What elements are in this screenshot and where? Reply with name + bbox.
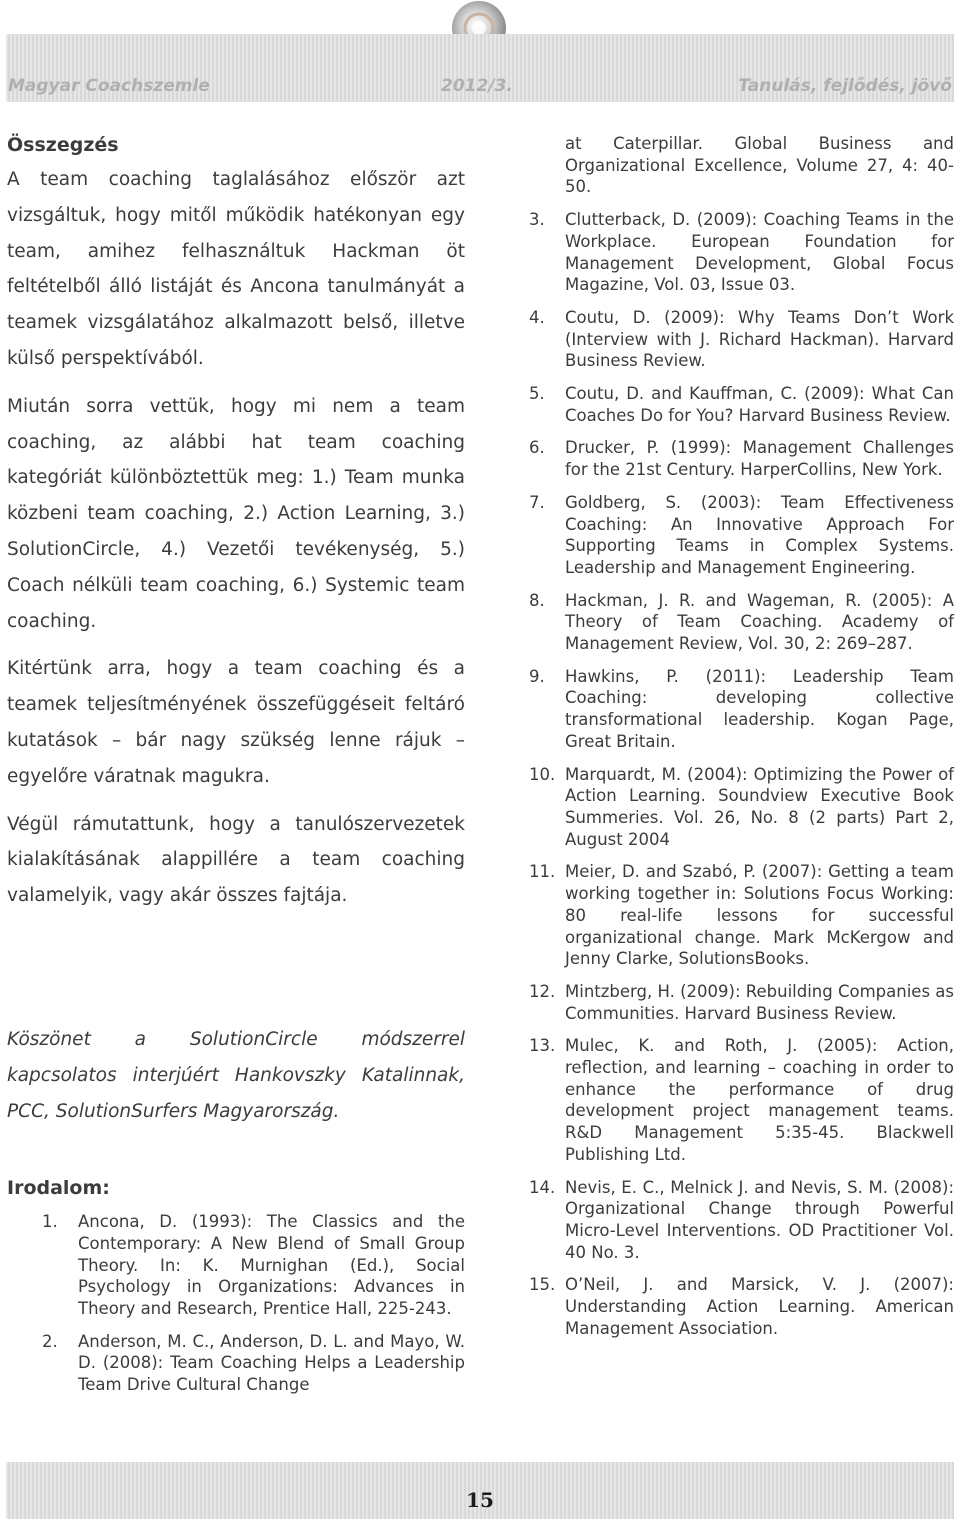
reference-number: 11. [529, 862, 556, 882]
summary-paragraph: Kitértünk arra, hogy a team coaching és a teamek teljesítményének összefüggéseit feltáró kutatások – bár nagy szükség lenne rájuk – egyelőre váratnak magukra. [7, 658, 465, 787]
reference-number: 2. [42, 1331, 58, 1351]
reference-number: 7. [529, 492, 545, 512]
reference-continuation: at Caterpillar. Global Business and Organizational Excellence, Volume 27, 4: 40-50. [565, 134, 954, 197]
reference-text: O’Neil, J. and Marsick, V. J. (2007): Understanding Action Learning. American Management Association. [565, 1275, 954, 1338]
reference-item [529, 1274, 954, 1339]
summary-paragraph: Végül rámutattunk, hogy a tanulószervezetek kialakításának alappillére a team coaching valamelyik, vagy akár összes fajtája. [7, 813, 465, 907]
reference-item [529, 981, 954, 1024]
reference-item [529, 590, 954, 655]
reference-text: Drucker, P. (1999): Management Challenges for the 21st Century. HarperCollins, New York. [565, 438, 954, 480]
reference-number: 3. [529, 210, 545, 230]
reference-number: 13. [529, 1036, 556, 1056]
reference-text: Nevis, E. C., Melnick J. and Nevis, S. M. (2008): Organizational Change through Powerful Micro-Level Interventions. OD Practitioner Vol. 40 No. 3. [565, 1177, 954, 1262]
reference-number: 6. [529, 438, 545, 458]
references-title: Irodalom: [7, 1177, 110, 1200]
reference-item [529, 492, 954, 579]
reference-item [529, 666, 954, 753]
reference-text: Anderson, M. C., Anderson, D. L. and Mayo, W. D. (2008): Team Coaching Helps a Leadership Team Drive Cultural Change [78, 1331, 465, 1395]
journal-name: Magyar Coachszemle [8, 76, 210, 96]
reference-number: 10. [529, 764, 556, 784]
reference-item [529, 209, 954, 296]
references-list-left [7, 1211, 465, 1396]
acknowledgement: Köszönet a SolutionCircle módszerrel kapcsolatos interjúért Hankovszky Katalinnak, PCC, SolutionSurfers Magyarország. [7, 1028, 465, 1122]
reference-item [7, 1211, 465, 1320]
reference-number: 4. [529, 307, 545, 327]
reference-text: Hawkins, P. (2011): Leadership Team Coaching: developing collective transformational leadership. Kogan Page, Great Britain. [565, 666, 954, 751]
reference-text: Marquardt, M. (2004): Optimizing the Power of Action Learning. Soundview Executive Book Summeries. Vol. 26, No. 8 (2 parts) Part 2, August 2004 [565, 764, 954, 849]
reference-item [529, 764, 954, 851]
issue-number: 2012/3. [441, 76, 513, 96]
references-list-right [529, 209, 954, 1339]
reference-number: 15. [529, 1275, 556, 1295]
reference-text: Meier, D. and Szabó, P. (2007): Getting a team working together in: Solutions Focus Working: 80 real-life lessons for successful organizational change. Mark McKergow and Jenny Clarke, SolutionsBooks. [565, 862, 954, 969]
summary-paragraph: Miután sorra vettük, hogy mi nem a team coaching, az alábbi hat team coaching kategóriát különböztettük meg: 1.) Team munka közbeni team coaching, 2.) Action Learning, 3.) SolutionCircle, 4.) Vezetői tevékenység, 5.) Coach nélküli team coaching, 6.) Systemic team coaching. [7, 395, 465, 632]
reference-item [529, 307, 954, 372]
reference-number: 9. [529, 666, 545, 686]
reference-number: 8. [529, 590, 545, 610]
reference-text: Coutu, D. and Kauffman, C. (2009): What Can Coaches Do for You? Harvard Business Review. [565, 384, 954, 425]
left-column [7, 128, 465, 1407]
page-number: 15 [466, 1488, 494, 1512]
reference-item [529, 1035, 954, 1165]
reference-text: Coutu, D. (2009): Why Teams Don’t Work (Interview with J. Richard Hackman). Harvard Business Review. [565, 307, 954, 371]
reference-item [529, 437, 954, 480]
summary-title: Összegzés [7, 134, 119, 156]
reference-number: 14. [529, 1177, 556, 1197]
reference-text: Clutterback, D. (2009): Coaching Teams in the Workplace. European Foundation for Management Development, Global Focus Magazine, Vol. 03, Issue 03. [565, 210, 954, 295]
reference-text: Goldberg, S. (2003): Team Effectiveness Coaching: An Innovative Approach For Supporting Teams in Complex Systems. Leadership and Management Engineering. [565, 492, 954, 577]
reference-text: Mulec, K. and Roth, J. (2005): Action, reflection, and learning – coaching in order to enhance the performance of drug development project management teams. R&D Management 5:35-45. Blackwell Publishing Ltd. [565, 1036, 954, 1164]
reference-number: 5. [529, 384, 545, 404]
reference-item [529, 1177, 954, 1264]
reference-item [529, 383, 954, 426]
reference-number: 1. [42, 1212, 58, 1232]
right-column [529, 133, 954, 1350]
journal-tagline: Tanulás, fejlődés, jövő [738, 76, 952, 96]
summary-paragraph: A team coaching taglalásához először azt vizsgáltuk, hogy mitől működik hatékonyan egy team, amihez felhasználtuk Hackman öt feltételből álló listáját és Ancona tanulmányát a teamek vizsgálatához alkalmazott belső, illetve külső perspektívából. [7, 169, 465, 369]
reference-item [7, 1331, 465, 1396]
reference-text: Ancona, D. (1993): The Classics and the Contemporary: A New Blend of Small Group Theory. In: K. Murnighan (Ed.), Social Psychology in Organizations: Advances in Theory and Research, Prentice Hall, 225-243. [78, 1212, 465, 1318]
reference-text: Mintzberg, H. (2009): Rebuilding Companies as Communities. Harvard Business Review. [565, 981, 954, 1023]
reference-number: 12. [529, 981, 556, 1001]
reference-text: Hackman, J. R. and Wageman, R. (2005): A Theory of Team Coaching. Academy of Management Review, Vol. 30, 2: 269–287. [565, 590, 954, 654]
reference-item [529, 861, 954, 970]
